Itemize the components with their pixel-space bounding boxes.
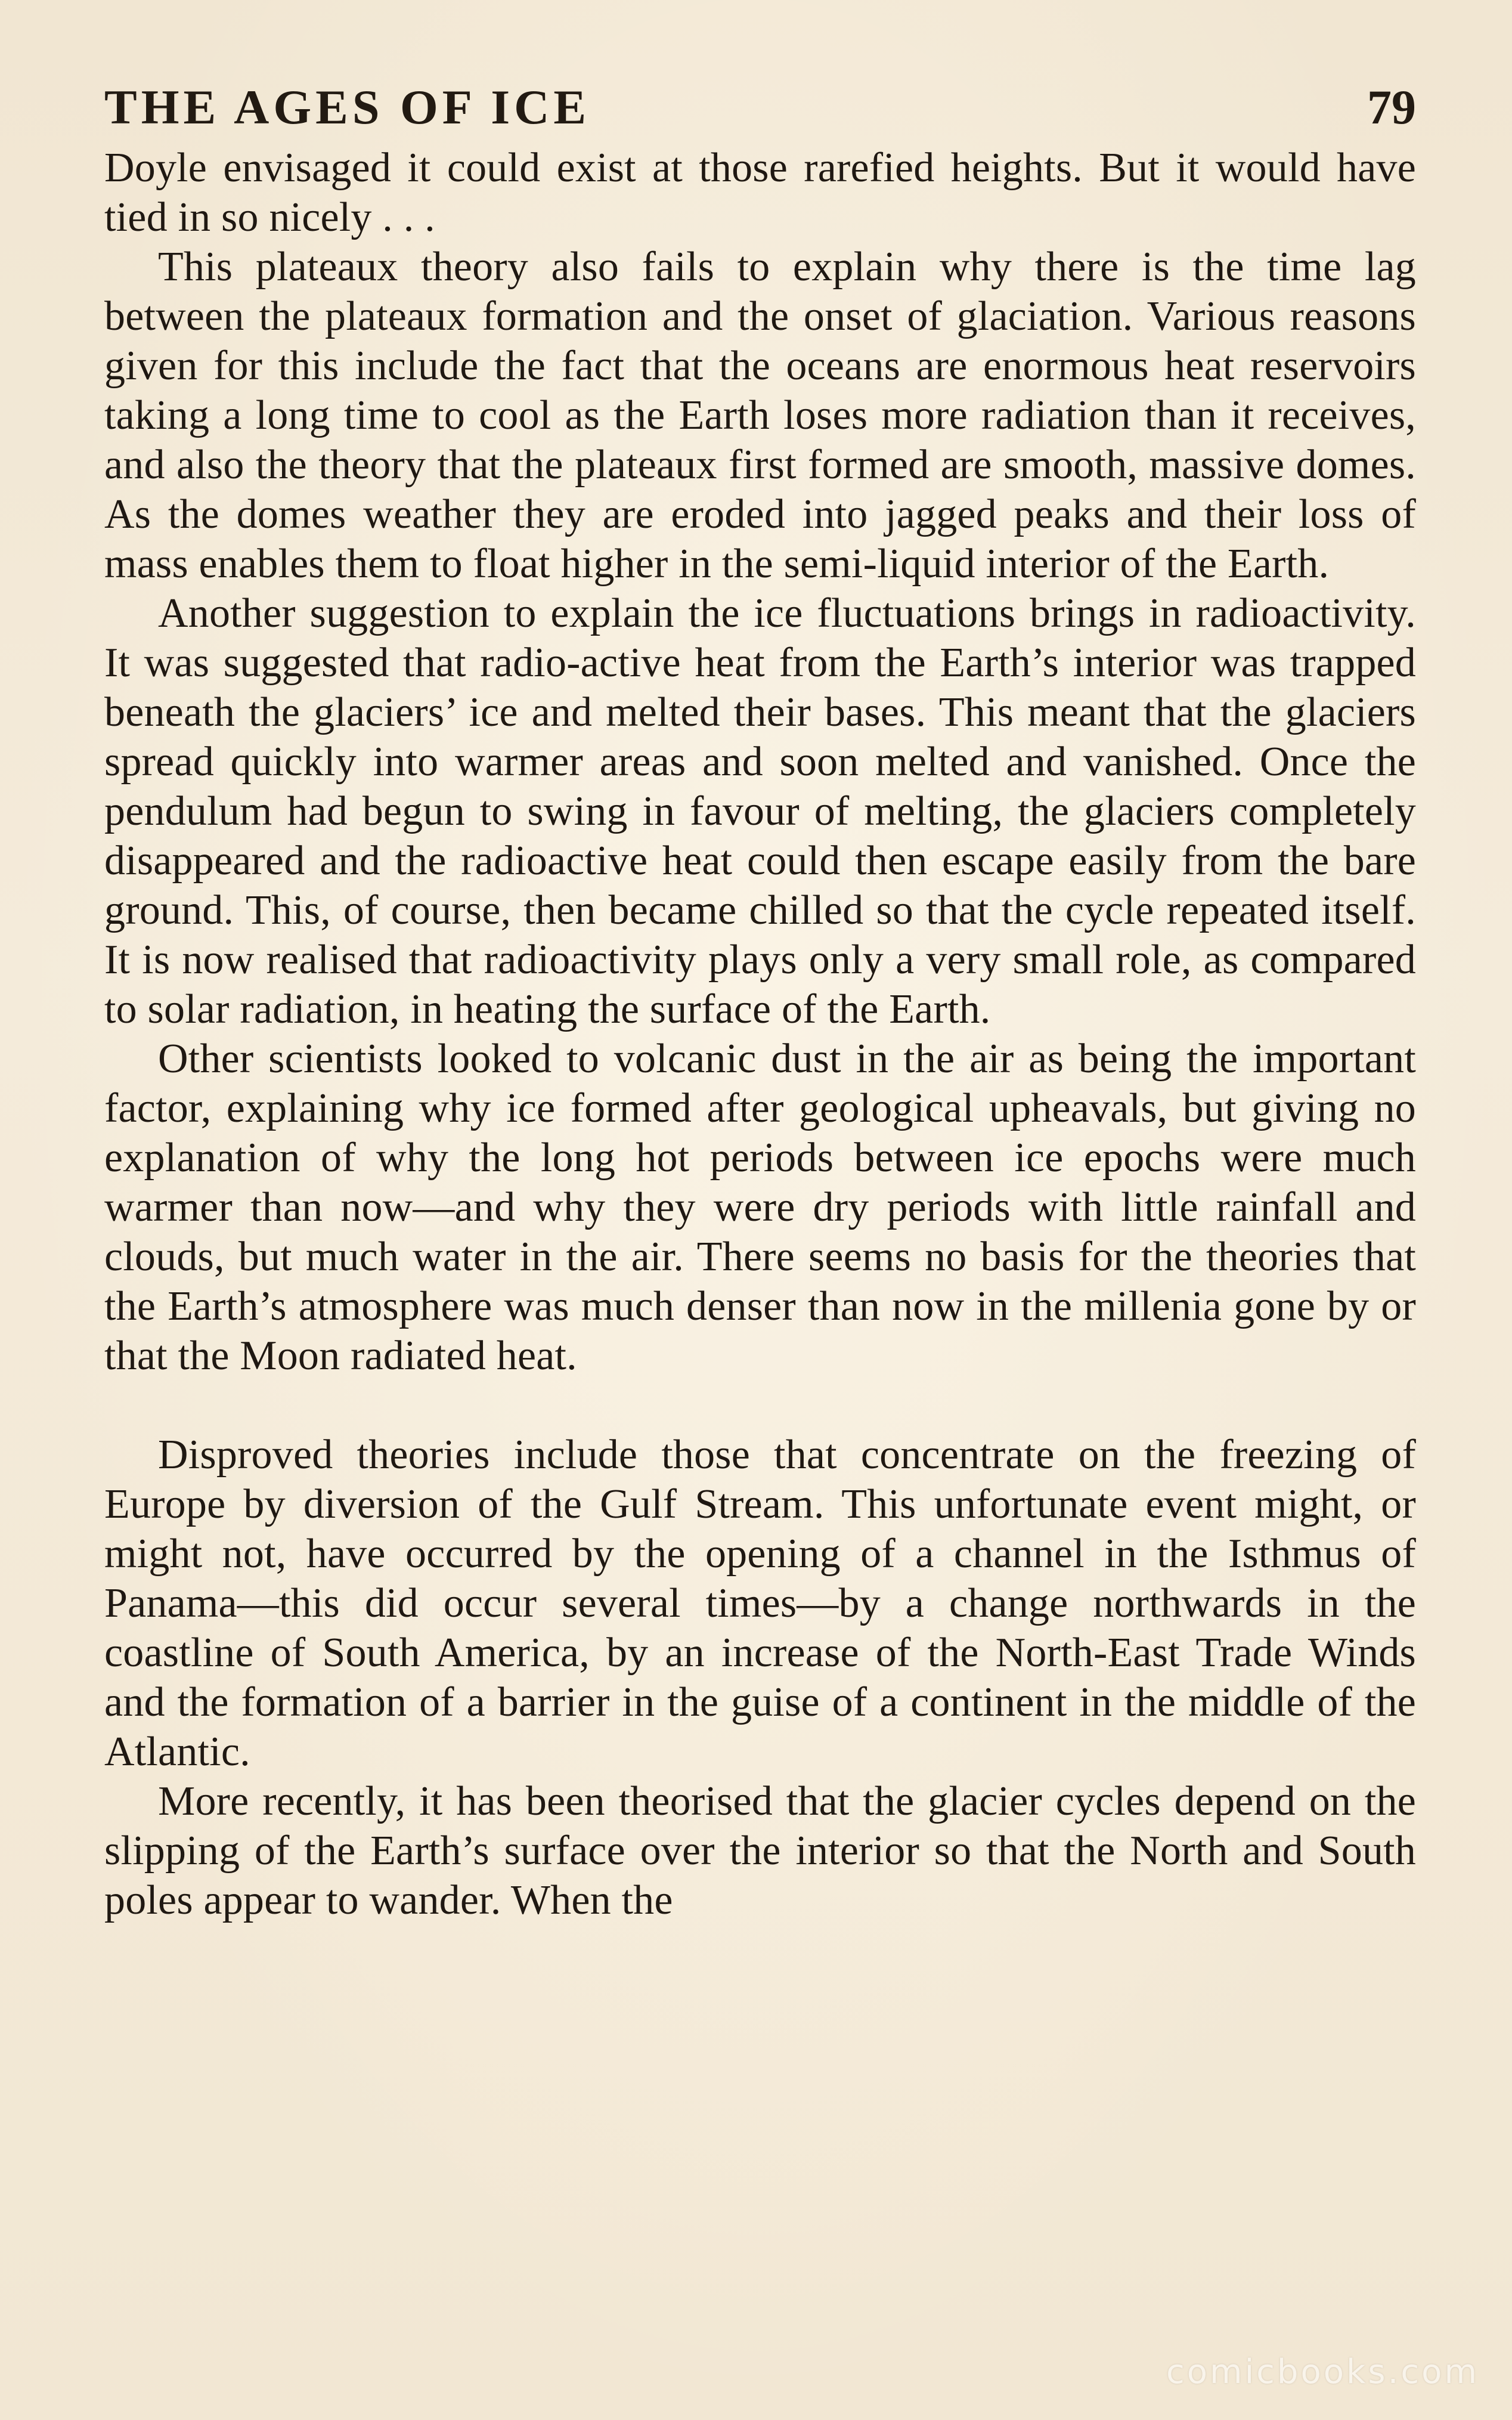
running-title: THE AGES OF ICE [104, 80, 591, 134]
book-page [104, 78, 1416, 1925]
site-watermark: comicbooks.com [1166, 2353, 1479, 2391]
paragraph-pole-wander: More recently, it has been theorised that the glacier cycles depend on the slipping of the Earth’s surface over the interior so that the North and South poles appear to wander. When the [104, 1778, 1416, 1923]
paragraph-disproved-theories: Disproved theories include those that concentrate on the freezing of Europe by diversion of the Gulf Stream. This unfortunate event might, or might not, have occurred by the opening of a channel in the Isthmus of Panama—this did occur several times—by a change northwards in the coastline of South America, by an increase of the North-East Trade Winds and the formation of a barrier in the guise of a continent in the middle of the Atlantic. [104, 1432, 1416, 1775]
paragraph-plateaux-theory: This plateaux theory also fails to explain why there is the time lag between the plateaux formation and the onset of glaciation. Various reasons given for this include the fact that the oceans are enormous heat reservoirs taking a long time to cool as the Earth loses more radiation than it receives, and also the theory that the plateaux first formed are smooth, massive domes. As the domes weather they are eroded into jagged peaks and their loss of mass enables them to float higher in the semi-liquid interior of the Earth. [104, 244, 1416, 587]
paragraph-radioactivity: Another suggestion to explain the ice fluctuations brings in radioactivity. It was suggested that radio-active heat from the Earth’s interior was trapped beneath the glaciers’ ice and melted their bases. This meant that the glaciers spread quickly into warmer areas and soon melted and vanished. Once the pendulum had begun to swing in favour of melting, the glaciers completely disappeared and the radioactive heat could then escape easily from the bare ground. This, of course, then became chilled so that the cycle repeated itself. It is now realised that radioactivity plays only a very small role, as compared to solar radiation, in heating the surface of the Earth. [104, 590, 1416, 1032]
page-number: 79 [1367, 80, 1416, 134]
paragraph-volcanic-dust: Other scientists looked to volcanic dust in the air as being the important factor, explaining why ice formed after geological upheavals, but giving no explanation of why the long hot periods between ice epochs were much warmer than now—and why they were dry periods with little rainfall and clouds, but much water in the air. There seems no basis for the theories that the Earth’s atmosphere was much denser than now in the millenia gone by or that the Moon radiated heat. [104, 1036, 1416, 1379]
paragraph-continuation: Doyle envisaged it could exist at those rarefied heights. But it would have tied in so nicely . . . [104, 145, 1416, 240]
body-text [104, 143, 1416, 1925]
running-header [104, 78, 1416, 143]
